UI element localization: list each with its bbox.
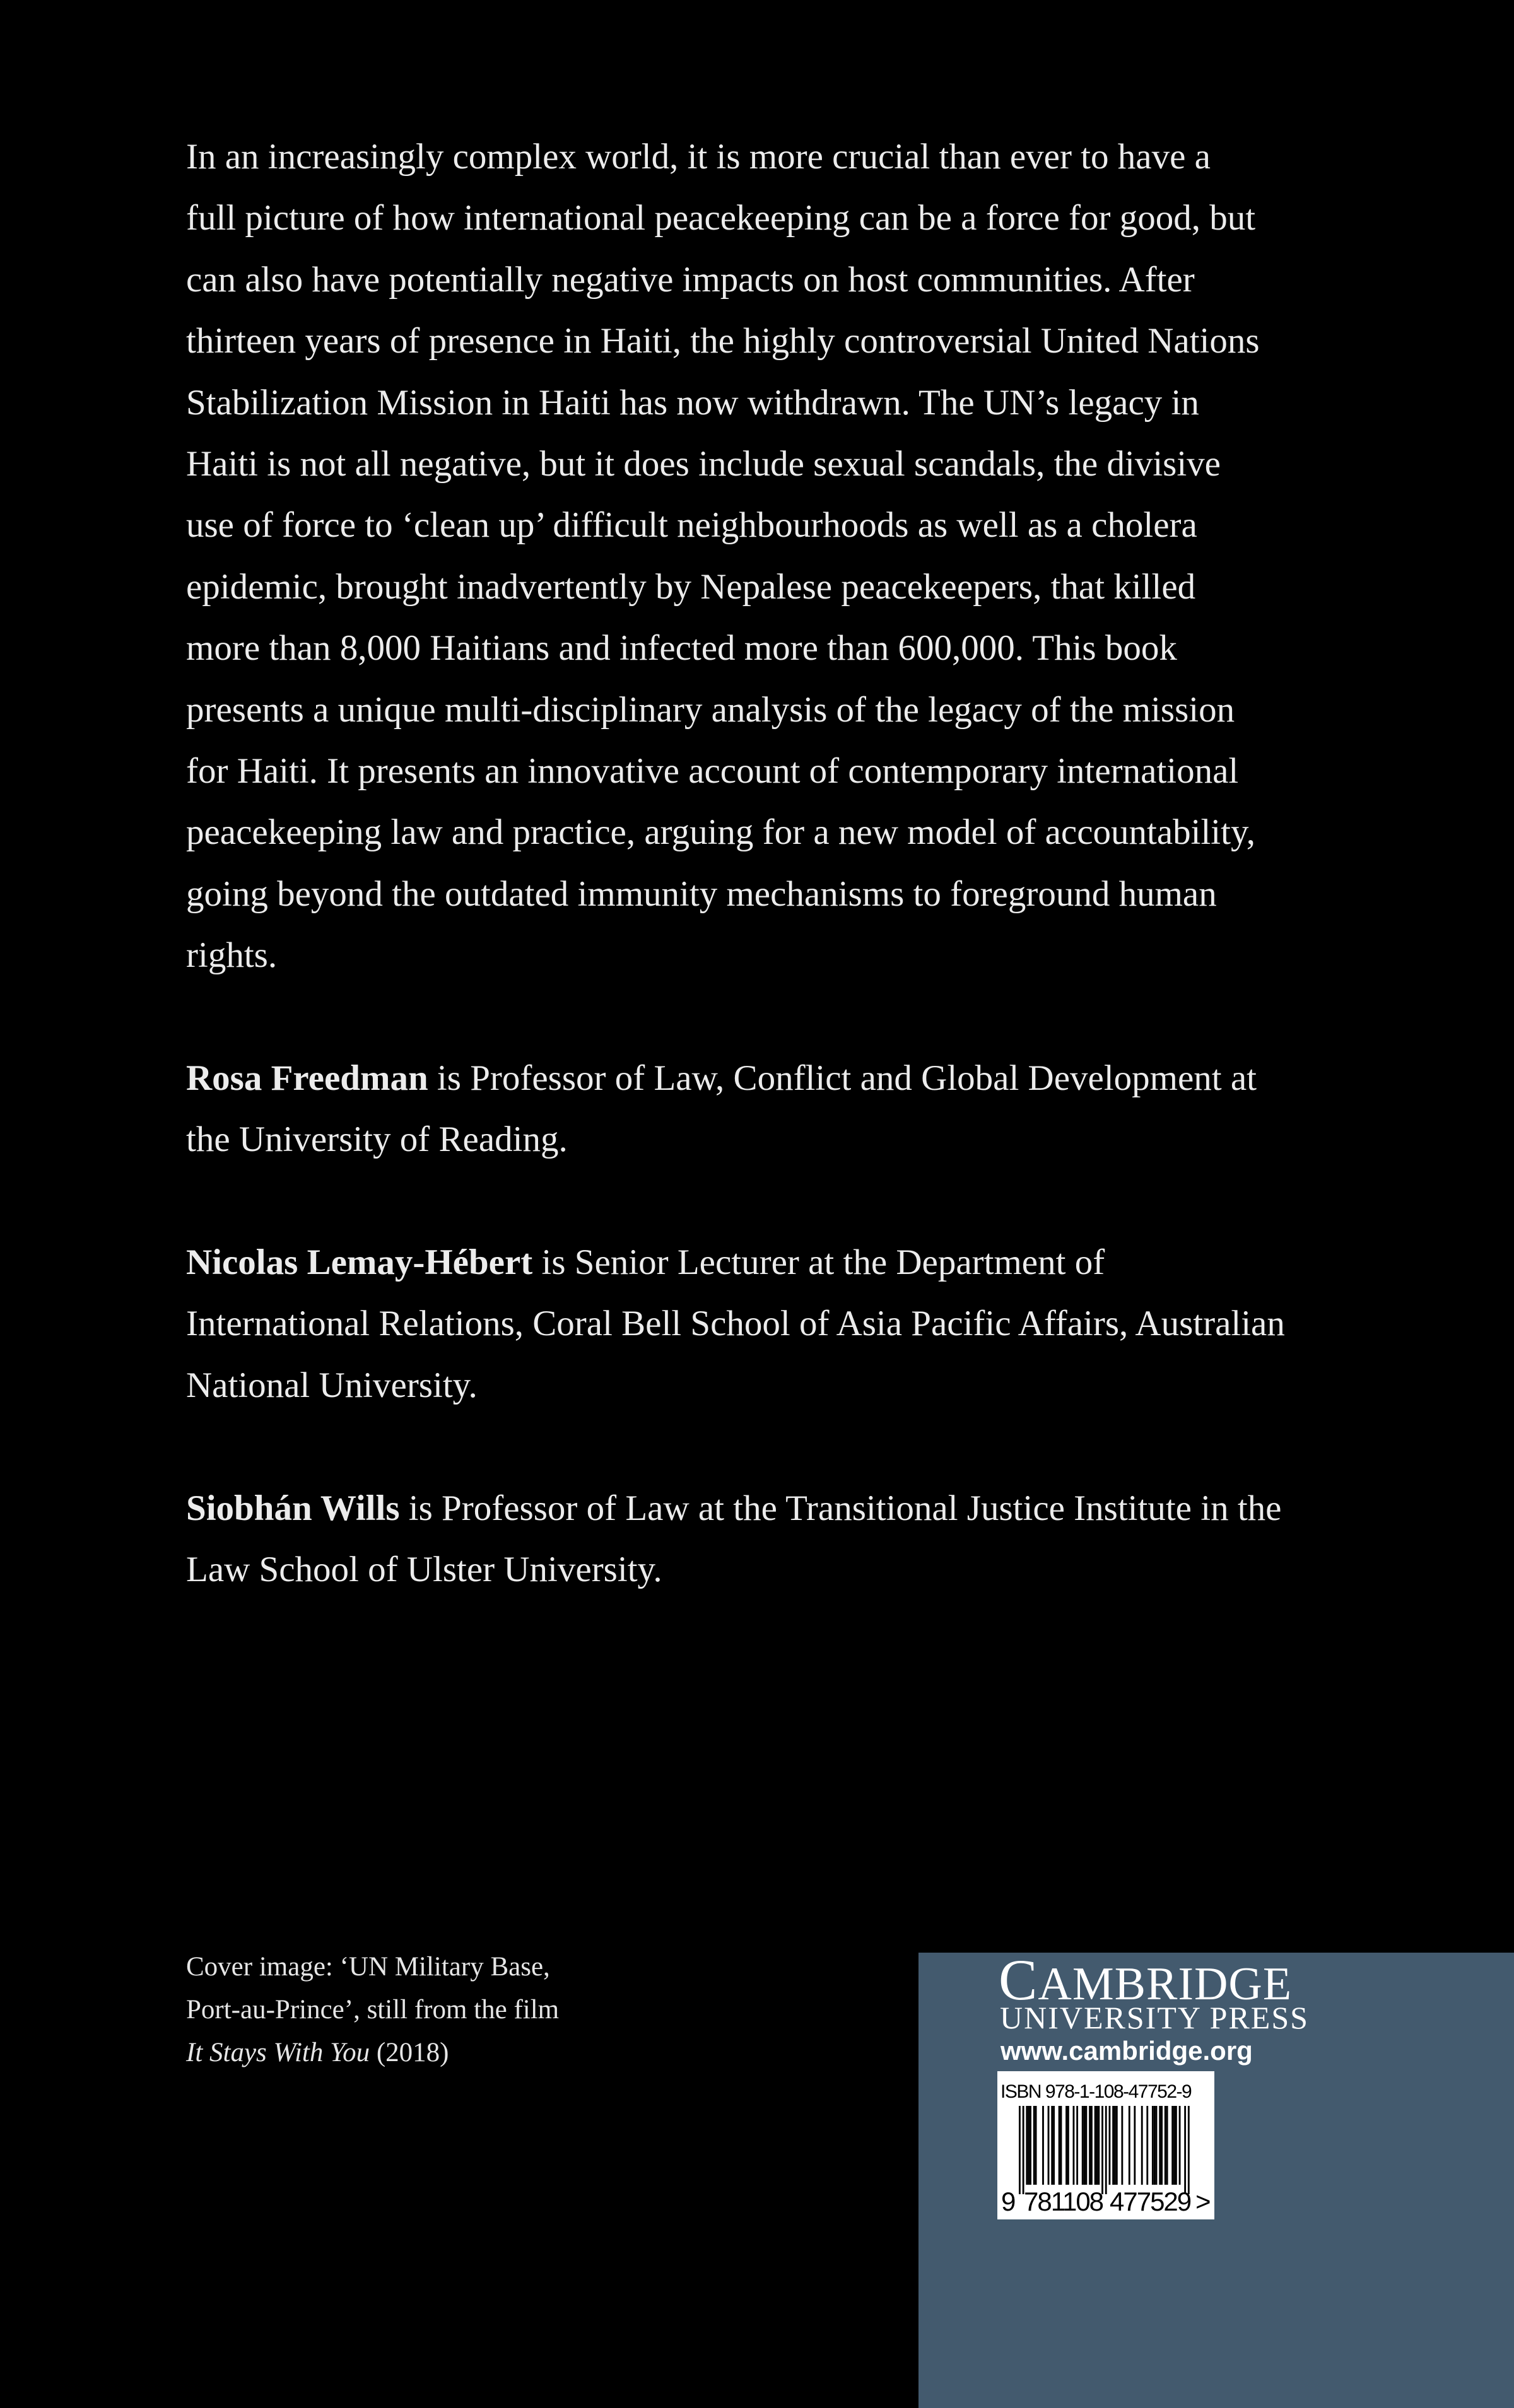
barcode-bar: [1028, 2106, 1030, 2185]
barcode-bar: [1101, 2106, 1103, 2194]
barcode-bar: [1067, 2106, 1069, 2185]
barcode-bar: [1033, 2106, 1035, 2185]
barcode-bar: [1105, 2106, 1107, 2194]
barcode-bar: [1026, 2106, 1028, 2185]
film-title: It Stays With You: [186, 2038, 370, 2067]
barcode-bar: [1042, 2106, 1044, 2185]
publisher-logo: [999, 1948, 1293, 2012]
publisher-panel: [918, 1948, 1514, 2408]
barcode-bar: [1173, 2106, 1175, 2185]
barcode-arrow: >: [1195, 2187, 1211, 2216]
barcode-bar: [1109, 2106, 1111, 2185]
barcode-bar: [1030, 2106, 1031, 2185]
barcode-bar: [1134, 2106, 1136, 2185]
author-bio-lemay-hebert: [186, 1232, 1285, 1293]
barcode-bar: [1159, 2106, 1161, 2185]
barcode-bar: [1141, 2106, 1143, 2185]
author-name: Rosa Freedman: [186, 1058, 428, 1098]
barcode-bar: [1188, 2106, 1190, 2194]
publisher-subtitle: UNIVERSITY PRESS: [1000, 2000, 1309, 2035]
barcode-bar: [1146, 2106, 1148, 2185]
description-line: presents a unique multi-disciplinary analysis of the legacy of the mission: [186, 689, 1235, 730]
isbn-label: ISBN 978-1-108-47752-9: [1001, 2081, 1192, 2102]
description-line: epidemic, brought inadvertently by Nepalese peacekeepers, that killed: [186, 566, 1196, 607]
author-name: Siobhán Wills: [186, 1488, 400, 1528]
barcode-bar: [1023, 2106, 1024, 2194]
barcode-bar: [1184, 2106, 1186, 2194]
barcode-bar: [1019, 2106, 1021, 2194]
barcode-bar: [1165, 2106, 1166, 2185]
publisher-url: www.cambridge.org: [1001, 2036, 1253, 2066]
author-bio-wills: [186, 1478, 1285, 1539]
barcode-bar: [1091, 2106, 1093, 2185]
credit-line: Port-au-Prince’, still from the film: [186, 1995, 560, 2025]
barcode-bar: [1096, 2106, 1098, 2185]
barcode-bar: [1065, 2106, 1067, 2185]
isbn-barcode: [997, 2071, 1214, 2219]
barcode-bar: [1179, 2106, 1181, 2185]
author-bio-text: Law School of Ulster University.: [186, 1549, 662, 1589]
barcode-bar: [1116, 2106, 1118, 2185]
barcode-bar: [1035, 2106, 1037, 2185]
description-line: for Haiti. It presents an innovative account of contemporary international: [186, 751, 1239, 791]
barcode-bar: [1051, 2106, 1053, 2185]
description-line: thirteen years of presence in Haiti, the highly controversial United Nations: [186, 321, 1260, 361]
barcode-bar: [1048, 2106, 1050, 2185]
barcode-bar: [1084, 2106, 1086, 2185]
barcode-bar: [1161, 2106, 1163, 2185]
barcode-bar: [1082, 2106, 1084, 2185]
author-bio-text: is Professor of Law at the Transitional Justice Institute in the: [399, 1488, 1282, 1528]
barcode-bar: [1073, 2106, 1075, 2185]
credit-line: [186, 2031, 559, 2074]
author-name: Nicolas Lemay-Hébert: [186, 1242, 533, 1283]
film-year: (2018): [370, 2038, 449, 2067]
barcode-bar: [1059, 2106, 1060, 2185]
author-bio-text: the University of Reading.: [186, 1119, 568, 1160]
barcode-bar: [1089, 2106, 1091, 2185]
author-bio-text: National University.: [186, 1365, 478, 1405]
description-line: going beyond the outdated immunity mechanisms to foreground human: [186, 874, 1217, 914]
barcode-bar: [1121, 2106, 1123, 2185]
barcode-bar: [1175, 2106, 1177, 2185]
description-line: can also have potentially negative impacts on host communities. After: [186, 259, 1195, 300]
barcode-bar: [1154, 2106, 1156, 2185]
barcode-bar: [1060, 2106, 1062, 2185]
barcode-left-digits: 781108: [1024, 2187, 1103, 2216]
description-line: more than 8,000 Haitians and infected more than 600,000. This book: [186, 628, 1177, 669]
barcode-bar: [1076, 2106, 1078, 2185]
author-bio-text: is Senior Lecturer at the Department of: [532, 1242, 1105, 1283]
description-line: use of force to ‘clean up’ difficult neighbourhoods as well as a cholera: [186, 505, 1197, 546]
barcode-bar: [1053, 2106, 1055, 2185]
logo-name: AMBRIDGE: [1038, 1958, 1293, 2010]
description-line: rights.: [186, 935, 278, 976]
back-cover-text: [186, 126, 1285, 1600]
barcode-bar: [1112, 2106, 1114, 2185]
author-bio-text: is Professor of Law, Conflict and Global Development at: [428, 1058, 1257, 1098]
cover-image-credit: [186, 1946, 559, 2074]
barcode-bar: [1085, 2106, 1087, 2185]
barcode-bar: [1171, 2106, 1173, 2185]
author-bio-freedman: [186, 1048, 1285, 1109]
barcode-bar: [1166, 2106, 1168, 2185]
barcode-bar: [1129, 2106, 1130, 2185]
barcode-bar: [1156, 2106, 1158, 2185]
barcode-bar: [1114, 2106, 1116, 2185]
credit-line: Cover image: ‘UN Military Base,: [186, 1952, 550, 1982]
barcode-first-digit: 9: [1001, 2187, 1016, 2216]
author-bio-text: International Relations, Coral Bell School of Asia Pacific Affairs, Australian: [186, 1304, 1285, 1344]
barcode-bar: [1152, 2106, 1154, 2185]
description-line: In an increasingly complex world, it is more crucial than ever to have a: [186, 137, 1211, 177]
barcode-bar: [1098, 2106, 1100, 2185]
description-line: peacekeeping law and practice, arguing for a new model of accountability,: [186, 812, 1256, 853]
barcode-bar: [1094, 2106, 1096, 2185]
description-line: Haiti is not all negative, but it does include sexual scandals, the divisive: [186, 443, 1221, 484]
description-line: full picture of how international peacekeeping can be a force for good, but: [186, 198, 1256, 238]
logo-initial: C: [999, 1948, 1038, 2012]
barcode-right-digits: 477529: [1110, 2187, 1191, 2216]
description-line: Stabilization Mission in Haiti has now withdrawn. The UN’s legacy in: [186, 382, 1199, 423]
